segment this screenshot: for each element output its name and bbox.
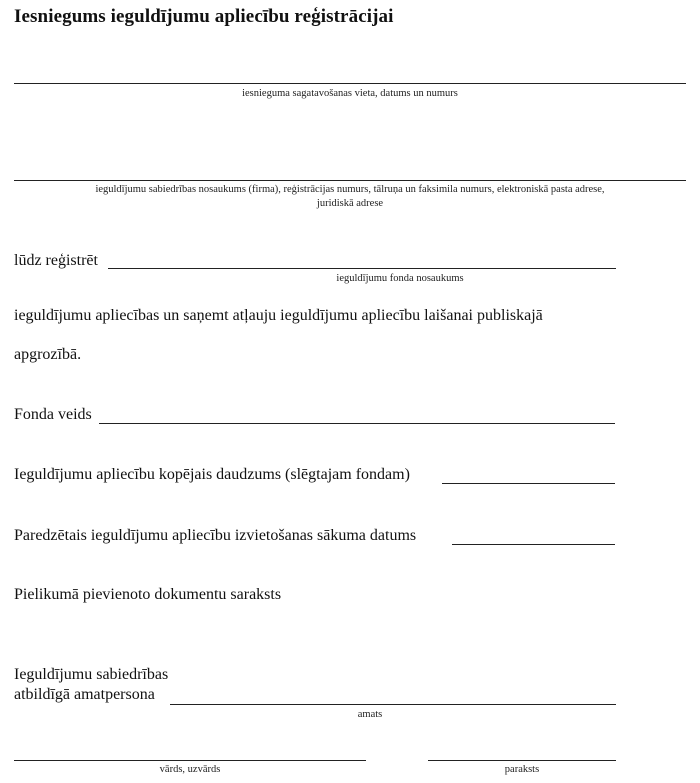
company-details-line[interactable] — [14, 180, 686, 181]
caption-place-date: iesnieguma sagatavošanas vieta, datums un numurs — [242, 88, 458, 99]
caption-fund-name: ieguldījumu fonda nosaukums — [336, 273, 464, 284]
total-units-label: Ieguldījumu apliecību kopējais daudzums (slēgtajam fondam) — [14, 466, 410, 483]
place-date-line[interactable] — [14, 83, 686, 84]
caption-name: vārds, uzvārds — [159, 764, 221, 775]
position-line[interactable] — [170, 704, 616, 705]
request-label: lūdz reģistrēt — [14, 252, 98, 269]
fund-type-label: Fonda veids — [14, 406, 92, 423]
form-title: Iesniegums ieguldījumu apliecību reģistrācijai — [14, 6, 394, 27]
fund-type-line[interactable] — [99, 423, 615, 424]
fund-name-line[interactable] — [108, 268, 616, 269]
caption-position: amats — [357, 709, 383, 720]
caption-signature: paraksts — [504, 764, 540, 775]
total-units-line[interactable] — [442, 483, 615, 484]
start-date-label: Paredzētais ieguldījumu apliecību izvietošanas sākuma datums — [14, 527, 417, 544]
caption-company-line1: ieguldījumu sabiedrības nosaukums (firma), reģistrācijas numurs, tālruņa un faksimila numurs, elektroniskā pasta adrese, — [95, 184, 605, 195]
paragraph-line1: ieguldījumu apliecības un saņemt atļauju ieguldījumu apliecību laišanai publiskajā — [14, 307, 543, 324]
paragraph-line2: apgrozībā. — [14, 346, 82, 363]
caption-company-line2: juridiskā adrese — [316, 198, 384, 209]
official-label-line1: Ieguldījumu sabiedrības — [14, 666, 169, 683]
signature-line[interactable] — [428, 760, 616, 761]
attachments-label: Pielikumā pievienoto dokumentu saraksts — [14, 586, 282, 603]
official-label-line2: atbildīgā amatpersona — [14, 686, 155, 703]
start-date-line[interactable] — [452, 544, 615, 545]
name-line[interactable] — [14, 760, 366, 761]
